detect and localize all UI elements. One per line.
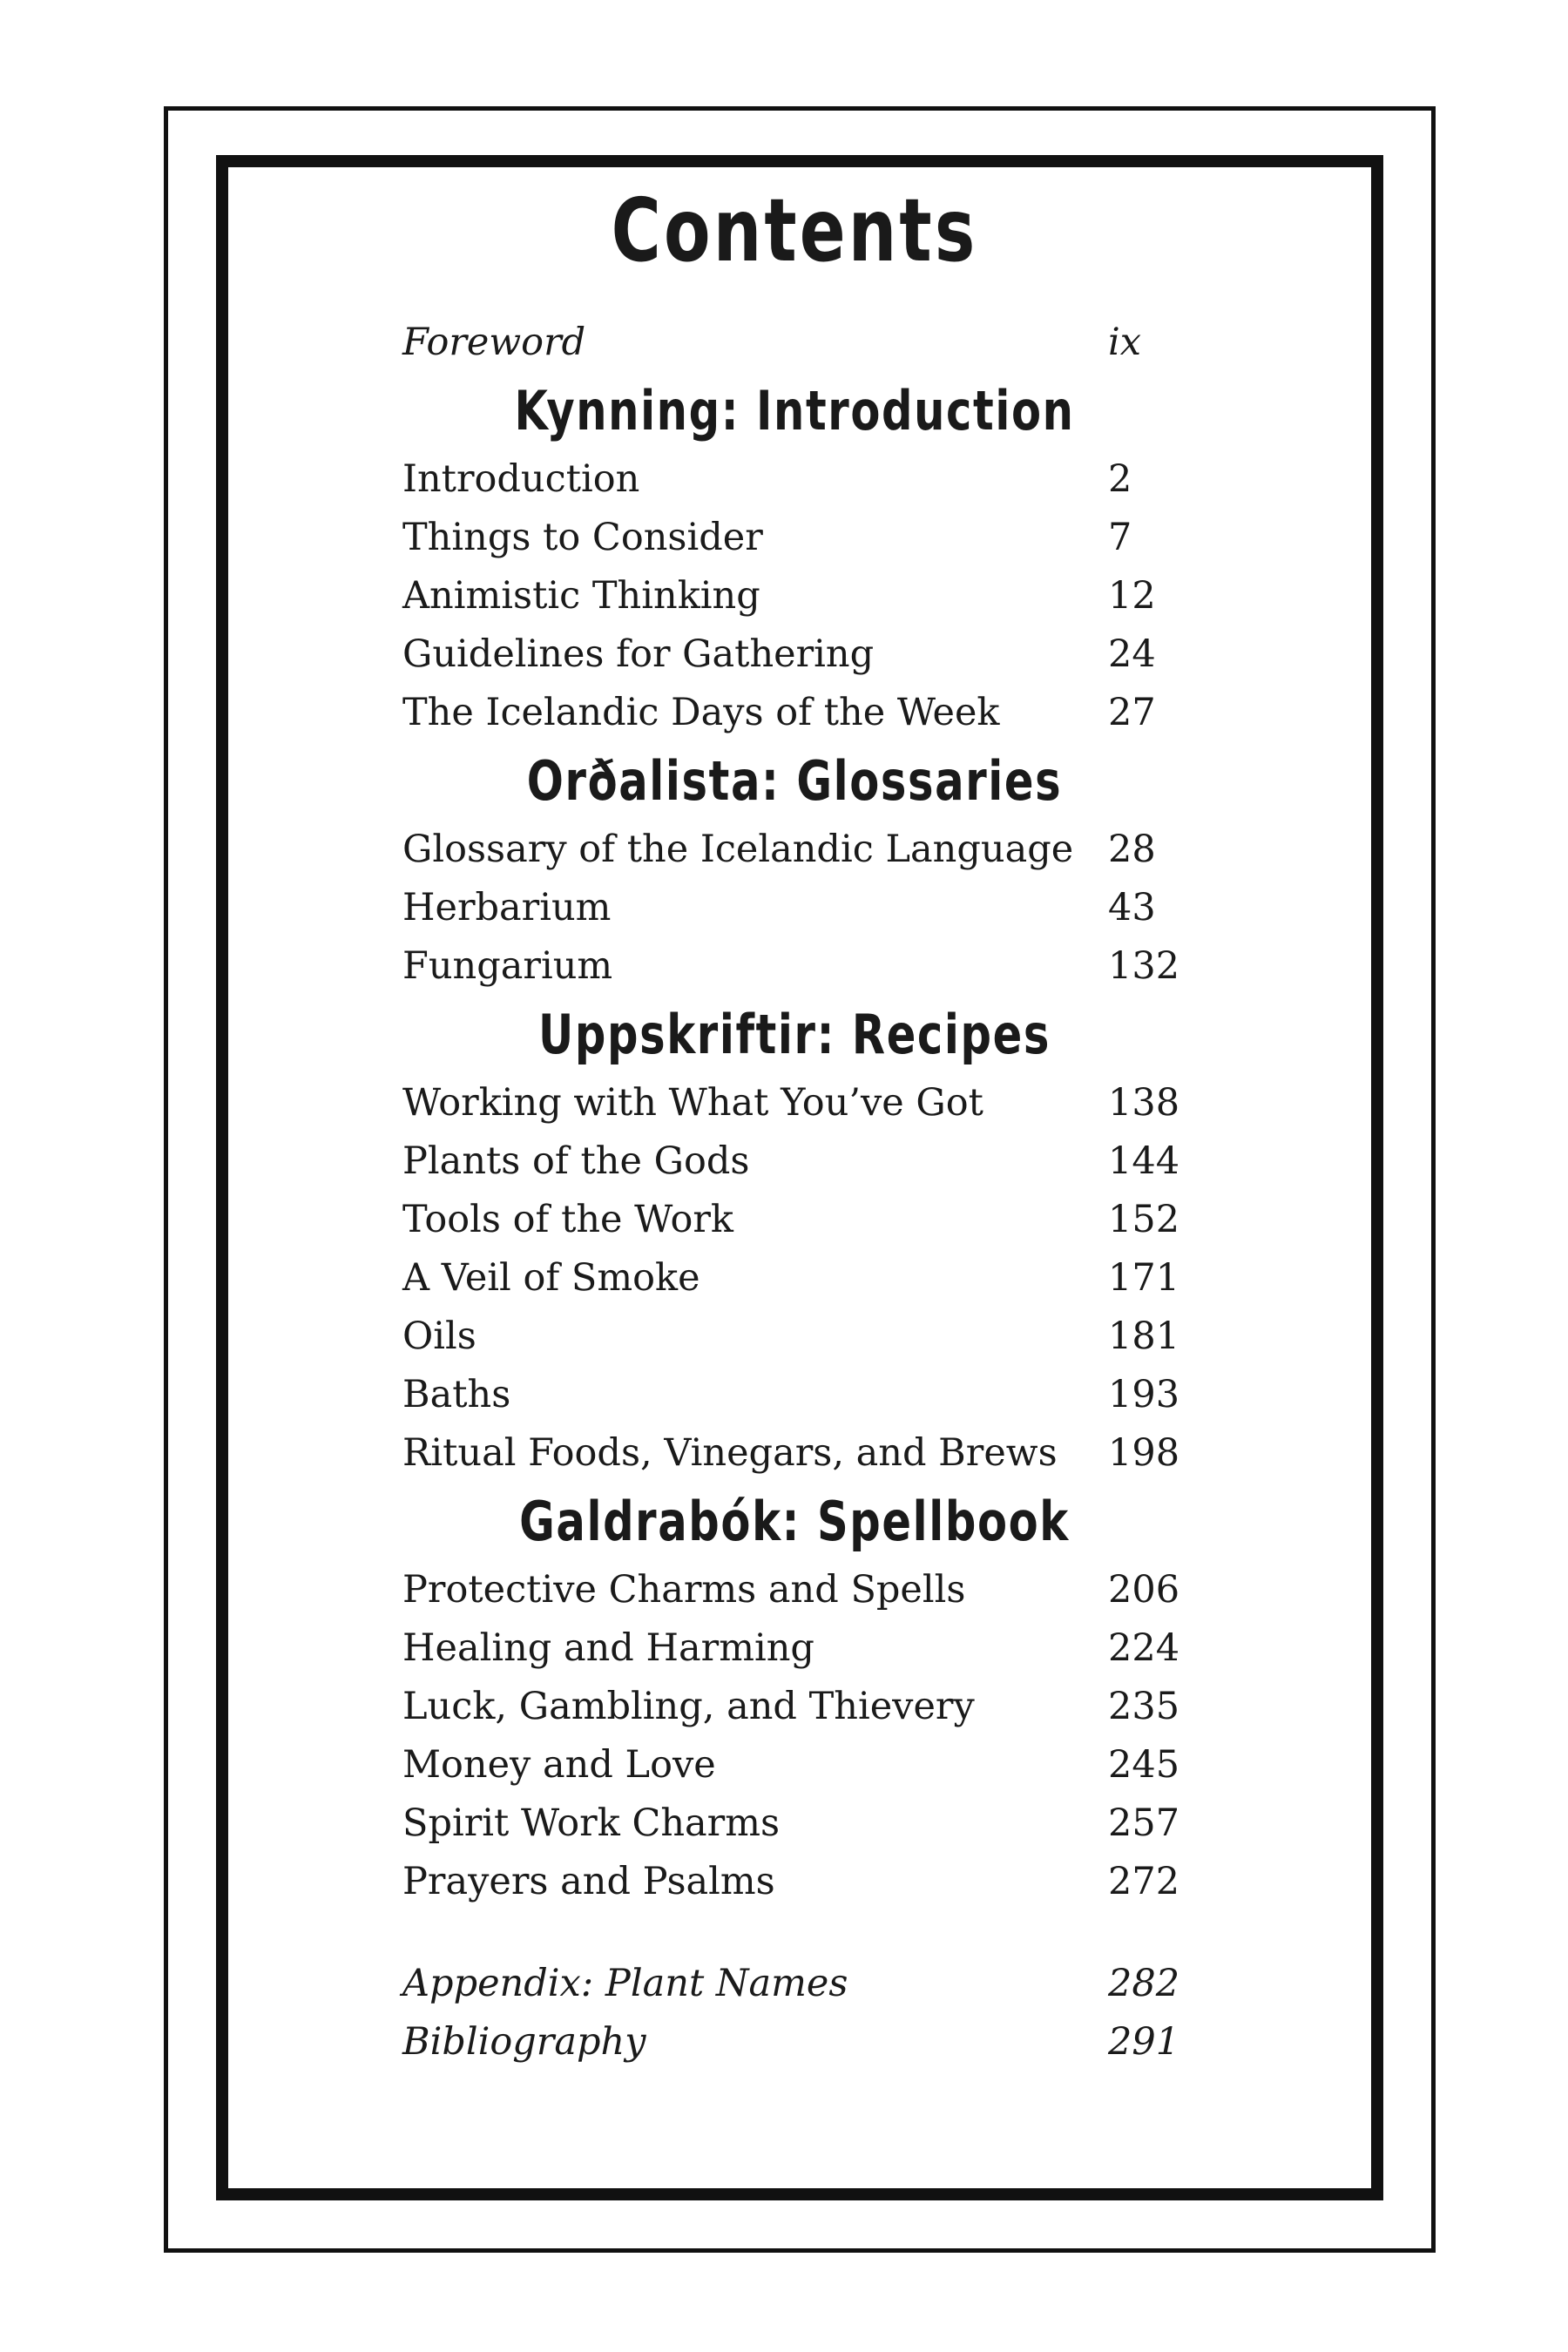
entry-page: 43 <box>1108 886 1156 929</box>
entry-label: Money and Love <box>402 1743 716 1787</box>
entry-label: Spirit Work Charms <box>402 1801 781 1845</box>
entry-page: 12 <box>1108 574 1156 618</box>
toc-entry[interactable] <box>402 937 1186 996</box>
entry-page: 282 <box>1108 1962 1180 2005</box>
toc-entry[interactable] <box>402 1619 1186 1678</box>
section-heading-recipes: Uppskriftir: Recipes <box>537 1003 1051 1066</box>
entry-label: Introduction <box>402 457 640 501</box>
entry-page: 27 <box>1108 691 1156 734</box>
toc-entry[interactable] <box>402 1736 1186 1794</box>
toc-entry[interactable] <box>402 567 1186 625</box>
toc-entry[interactable] <box>402 509 1186 567</box>
toc-entry[interactable] <box>402 1308 1186 1366</box>
entry-label: Protective Charms and Spells <box>402 1568 966 1612</box>
entry-label: Animistic Thinking <box>402 574 760 618</box>
toc-entry[interactable] <box>402 1853 1186 1911</box>
toc-entry[interactable] <box>402 1561 1186 1619</box>
entry-page: 193 <box>1108 1373 1180 1416</box>
toc-entry[interactable] <box>402 1794 1186 1853</box>
entry-label: Fungarium <box>402 944 613 988</box>
entry-label: Things to Consider <box>402 516 763 559</box>
entry-label: The Icelandic Days of the Week <box>402 691 1000 734</box>
entry-label: Foreword <box>402 321 586 364</box>
entry-page: 206 <box>1108 1568 1180 1612</box>
entry-page: 144 <box>1108 1139 1180 1183</box>
entry-label: Guidelines for Gathering <box>402 632 875 676</box>
entry-page: 2 <box>1108 457 1132 501</box>
entry-page: 291 <box>1108 2020 1180 2064</box>
toc-entry[interactable] <box>402 879 1186 937</box>
entry-label: Ritual Foods, Vinegars, and Brews <box>402 1431 1058 1475</box>
toc-entry[interactable] <box>402 1249 1186 1308</box>
entry-label: Baths <box>402 1373 511 1416</box>
entry-page: 152 <box>1108 1198 1180 1241</box>
entry-label: A Veil of Smoke <box>402 1256 700 1300</box>
section-heading-glossaries: Orðalista: Glossaries <box>526 749 1063 813</box>
entry-page: 7 <box>1108 516 1132 559</box>
page-title: Contents <box>611 179 978 281</box>
entry-label: Oils <box>402 1315 476 1358</box>
table-of-contents <box>402 179 1186 2072</box>
entry-page: 132 <box>1108 944 1180 988</box>
entry-label: Appendix: Plant Names <box>402 1962 848 2005</box>
entry-page: 24 <box>1108 632 1156 676</box>
entry-page: 272 <box>1108 1860 1180 1903</box>
entry-label: Working with What You’ve Got <box>402 1081 983 1125</box>
entry-label: Luck, Gambling, and Thievery <box>402 1685 975 1728</box>
entry-label: Healing and Harming <box>402 1626 814 1670</box>
entry-page: 181 <box>1108 1315 1180 1358</box>
entry-label: Glossary of the Icelandic Language <box>402 828 1074 871</box>
entry-label: Tools of the Work <box>402 1198 733 1241</box>
entry-label: Plants of the Gods <box>402 1139 750 1183</box>
toc-entry[interactable] <box>402 1074 1186 1132</box>
toc-entry[interactable] <box>402 1366 1186 1424</box>
toc-entry[interactable] <box>402 450 1186 509</box>
toc-entry-appendix[interactable] <box>402 1955 1186 2013</box>
section-heading-introduction: Kynning: Introduction <box>514 379 1075 443</box>
entry-page: 235 <box>1108 1685 1180 1728</box>
entry-label: Herbarium <box>402 886 612 929</box>
spacer <box>402 1911 1186 1955</box>
entry-page: 224 <box>1108 1626 1180 1670</box>
entry-page: 171 <box>1108 1256 1180 1300</box>
entry-page: 245 <box>1108 1743 1180 1787</box>
entry-page: ix <box>1108 321 1142 364</box>
entry-label: Bibliography <box>402 2020 646 2064</box>
toc-entry-foreword[interactable] <box>402 314 1186 372</box>
toc-entry[interactable] <box>402 1678 1186 1736</box>
toc-entry[interactable] <box>402 1424 1186 1483</box>
section-heading-spellbook: Galdrabók: Spellbook <box>519 1490 1070 1553</box>
entry-page: 198 <box>1108 1431 1180 1475</box>
entry-label: Prayers and Psalms <box>402 1860 775 1903</box>
entry-page: 257 <box>1108 1801 1180 1845</box>
toc-entry[interactable] <box>402 684 1186 742</box>
entry-page: 138 <box>1108 1081 1180 1125</box>
entry-page: 28 <box>1108 828 1156 871</box>
toc-entry[interactable] <box>402 821 1186 879</box>
toc-entry[interactable] <box>402 1191 1186 1249</box>
toc-entry[interactable] <box>402 1132 1186 1191</box>
toc-entry-bibliography[interactable] <box>402 2013 1186 2072</box>
toc-entry[interactable] <box>402 625 1186 684</box>
